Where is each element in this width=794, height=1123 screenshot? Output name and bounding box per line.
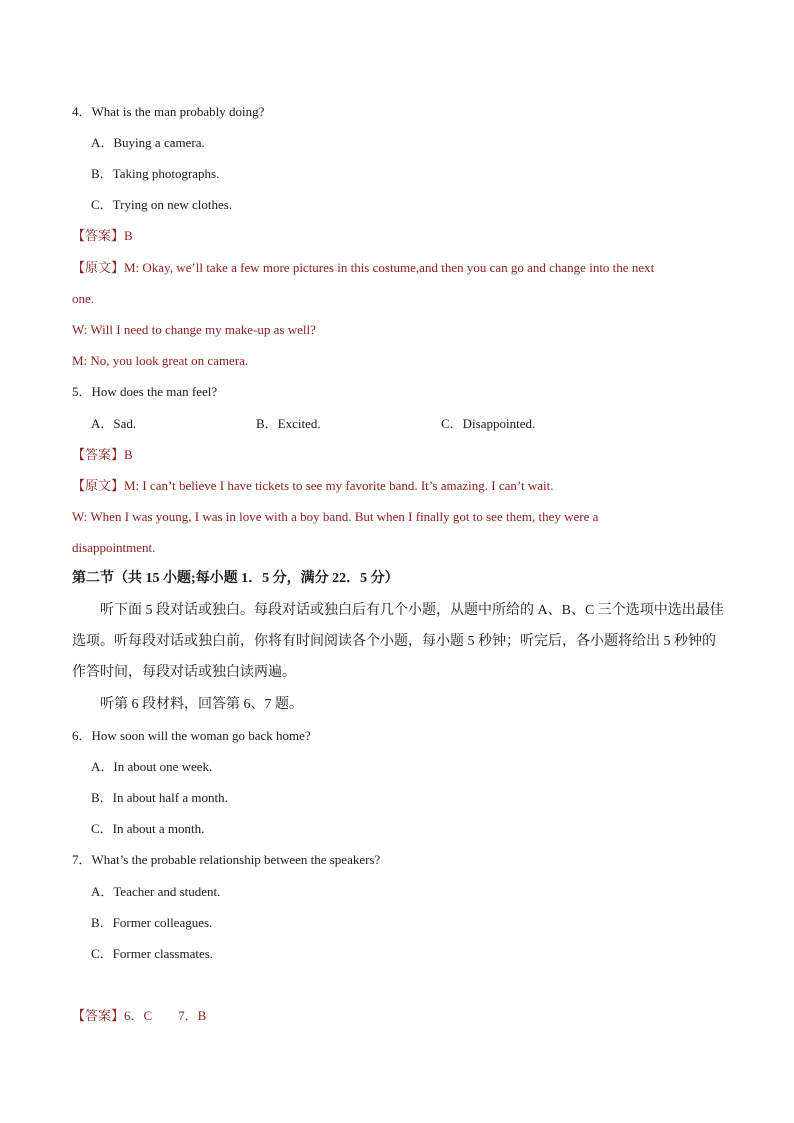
section-instructions-line: 听下面 5 段对话或独白。每段对话或独白后有几个小题，从题中所给的 A、B、C 三个选项中选出最佳: [100, 603, 724, 618]
q4-transcript-line: M: No, you look great on camera.: [72, 353, 249, 368]
q5-transcript-line: disappointment.: [72, 540, 156, 555]
q4-transcript-line: 【原文】M: Okay, we’ll take a few more pictures in this costume,and then you can go and change into the next: [72, 260, 655, 275]
q6-option-b: B．In about half a month.: [91, 790, 228, 805]
q4-answer: 【答案】B: [72, 228, 133, 243]
section-instructions-line: 作答时间，每段对话或独白读两遍。: [72, 665, 296, 680]
q5-transcript-line: W: When I was young, I was in love with a boy band. But when I finally got to see them, they were a: [72, 509, 599, 524]
q6-q7-answer: 【答案】6．C 7．B: [72, 1008, 207, 1023]
q5-option-b: B．Excited.: [256, 416, 321, 431]
q4-option-c: C．Trying on new clothes.: [91, 197, 233, 212]
q5-answer: 【答案】B: [72, 447, 133, 462]
q4-option-a: A．Buying a camera.: [91, 135, 205, 150]
q7-option-a: A．Teacher and student.: [91, 884, 221, 899]
q6-option-c: C．In about a month.: [91, 821, 205, 836]
section-heading: 第二节（共 15 小题;每小题 1．5 分，满分 22．5 分）: [72, 571, 399, 586]
q5-option-c: C．Disappointed.: [441, 416, 536, 431]
q7-option-c: C．Former classmates.: [91, 946, 214, 961]
material-intro: 听第 6 段材料，回答第 6、7 题。: [100, 697, 303, 712]
q4-transcript-line: one.: [72, 291, 95, 306]
section-instructions-line: 选项。听每段对话或独白前，你将有时间阅读各个小题，每小题 5 秒钟；听完后，各小题将给出 5 秒钟的: [72, 634, 716, 649]
q4-option-b: B．Taking photographs.: [91, 166, 220, 181]
q6-option-a: A．In about one week.: [91, 759, 213, 774]
q7-option-b: B．Former colleagues.: [91, 915, 213, 930]
q6-question: 6．How soon will the woman go back home?: [72, 728, 311, 743]
q7-question: 7．What’s the probable relationship between the speakers?: [72, 852, 381, 867]
q5-transcript-line: 【原文】M: I can’t believe I have tickets to see my favorite band. It’s amazing. I can’t wait.: [72, 478, 554, 493]
q4-question: 4．What is the man probably doing?: [72, 104, 265, 119]
q4-transcript-line: W: Will I need to change my make-up as well?: [72, 322, 316, 337]
q5-option-a: A．Sad.: [91, 416, 137, 431]
q5-question: 5．How does the man feel?: [72, 384, 218, 399]
